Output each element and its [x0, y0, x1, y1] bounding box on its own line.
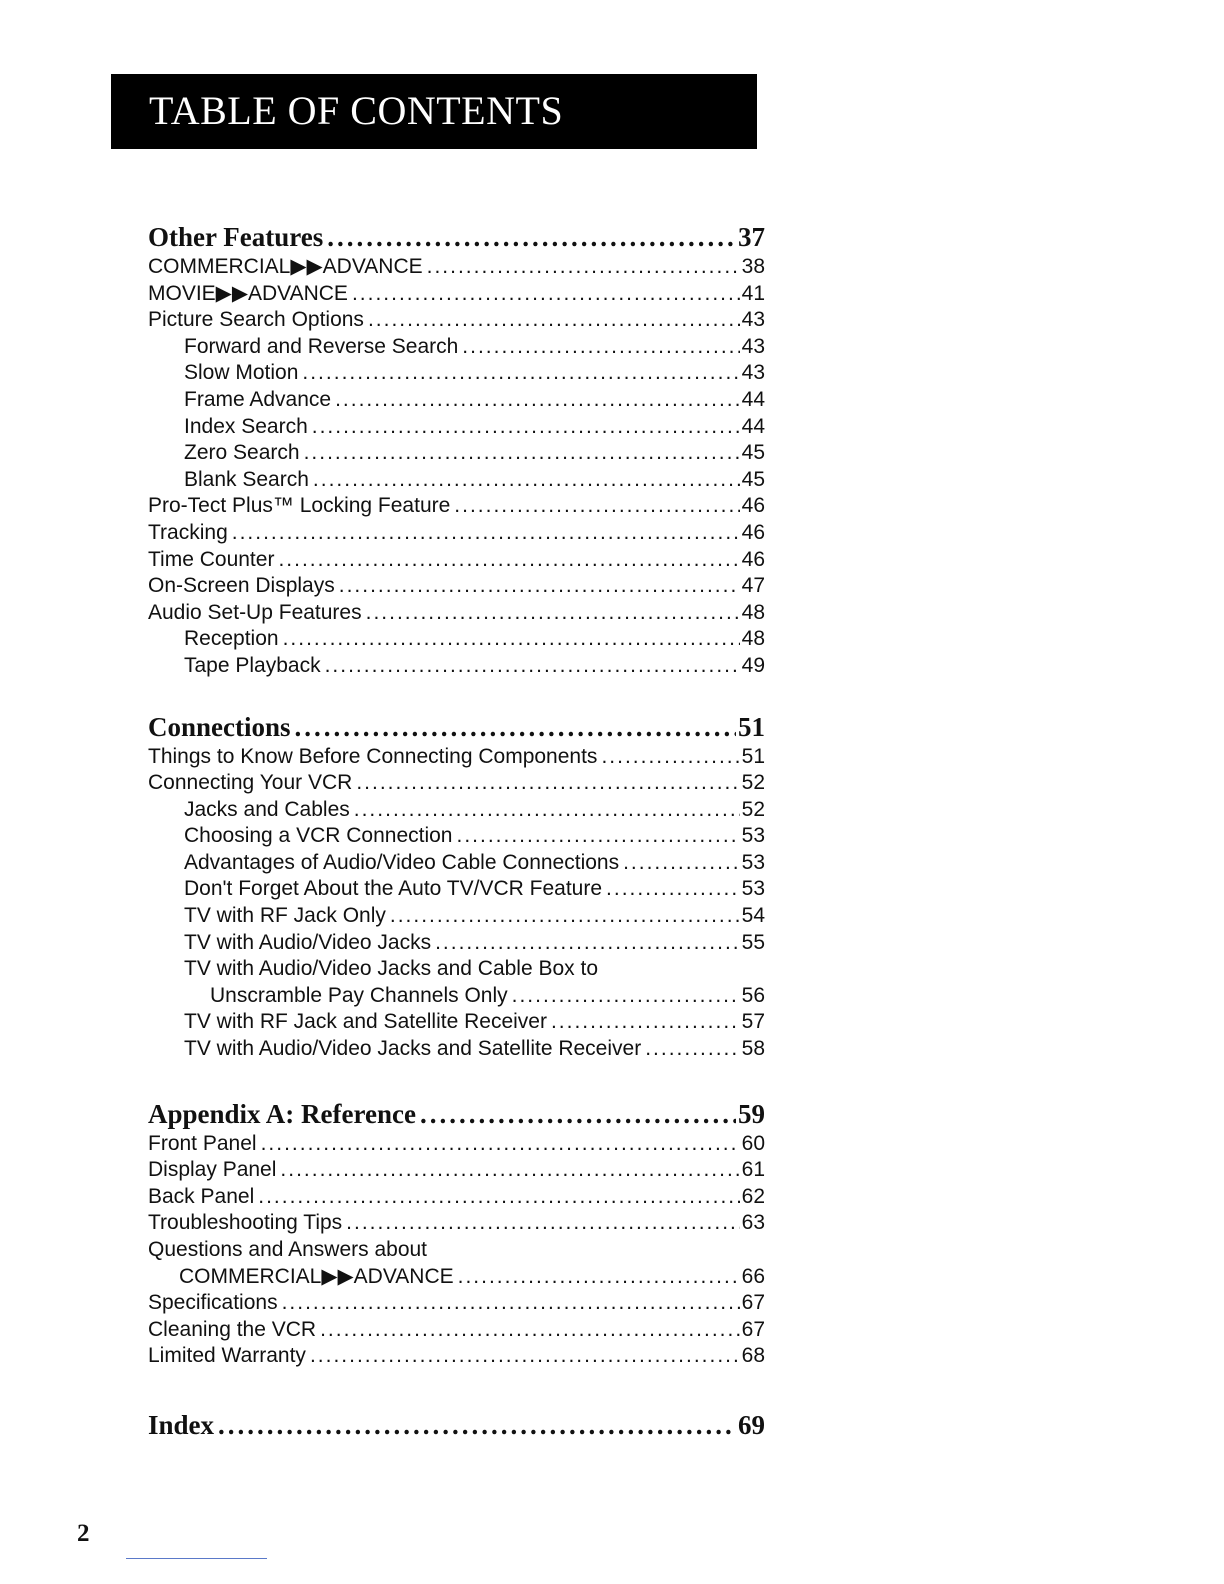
- toc-entry-page: 67: [741, 1291, 765, 1315]
- dot-leader: [454, 493, 739, 520]
- toc-entry-page: 46: [741, 520, 765, 544]
- toc-heading-page: 59: [738, 1098, 765, 1129]
- toc-entry-page: 52: [741, 771, 765, 795]
- toc-entry-page: 53: [741, 850, 765, 874]
- toc-entry-page: 57: [741, 1010, 765, 1034]
- toc-heading[interactable]: [148, 710, 765, 744]
- dot-leader: [551, 1009, 740, 1036]
- toc-entry-page: 46: [741, 547, 765, 571]
- toc-heading[interactable]: [148, 220, 765, 254]
- toc-entry-label: Time Counter: [148, 547, 275, 571]
- toc-subentry[interactable]: [148, 1036, 765, 1063]
- toc-entry-label: Slow Motion: [184, 361, 299, 385]
- toc-entry-page: 43: [741, 361, 765, 385]
- toc-entry-page: 44: [741, 414, 765, 438]
- toc-subentry[interactable]: [148, 930, 765, 957]
- toc-entry-page: 49: [741, 653, 765, 677]
- dot-leader: [312, 414, 740, 441]
- toc-entry-label: Display Panel: [148, 1158, 277, 1182]
- dot-leader: [325, 653, 740, 680]
- toc-entry-page: 68: [741, 1344, 765, 1368]
- toc-entry-label: TV with Audio/Video Jacks and Satellite Receiver: [184, 1037, 642, 1061]
- toc-entry-label: TV with Audio/Video Jacks and Cable Box to: [184, 957, 599, 981]
- toc-entry-page: 53: [741, 877, 765, 901]
- toc-entry-label: Pro-Tect Plus™ Locking Feature: [148, 494, 451, 518]
- dot-leader: [304, 440, 740, 467]
- toc-entry-page: 43: [741, 334, 765, 358]
- toc-section-index: [148, 1408, 765, 1442]
- toc-entry-page: 62: [741, 1184, 765, 1208]
- dot-leader: [295, 710, 736, 744]
- toc-entry-label: COMMERCIAL▶▶ADVANCE: [179, 1264, 454, 1288]
- toc-subentry[interactable]: [148, 360, 765, 387]
- toc-entry-page: 51: [741, 744, 765, 768]
- toc-heading[interactable]: [148, 1408, 765, 1442]
- dot-leader: [462, 334, 739, 361]
- toc-subentry[interactable]: [148, 626, 765, 653]
- toc-entry-label: Back Panel: [148, 1184, 255, 1208]
- toc-entry-page: 46: [741, 494, 765, 518]
- toc-entry-page: 66: [741, 1264, 765, 1288]
- toc-entry-page: 47: [741, 574, 765, 598]
- toc-entry-label: Limited Warranty: [148, 1344, 306, 1368]
- toc-entry-label: On-Screen Displays: [148, 574, 335, 598]
- toc-entry-page: 63: [741, 1211, 765, 1235]
- toc-heading-label: Index: [148, 1409, 215, 1440]
- toc-entry[interactable]: [148, 573, 765, 600]
- dot-leader: [280, 1157, 739, 1184]
- toc-entry[interactable]: [148, 744, 765, 771]
- dot-leader: [278, 547, 739, 574]
- dot-leader: [457, 823, 740, 850]
- toc-entry-page: 48: [741, 627, 765, 651]
- toc-entry[interactable]: [148, 1290, 765, 1317]
- toc-entry-page: 67: [741, 1317, 765, 1341]
- toc-subentry[interactable]: [148, 653, 765, 680]
- table-of-contents: [148, 220, 765, 1472]
- toc-entry-label: TV with RF Jack Only: [184, 904, 386, 928]
- toc-section-other-features: [148, 220, 765, 680]
- toc-subentry[interactable]: [148, 387, 765, 414]
- toc-entry-label: Specifications: [148, 1291, 278, 1315]
- toc-heading[interactable]: [148, 1097, 765, 1131]
- toc-entry-page: 45: [741, 467, 765, 491]
- toc-entry-label: Advantages of Audio/Video Cable Connections: [184, 850, 620, 874]
- dot-leader: [623, 850, 740, 877]
- toc-entry-page: 44: [741, 387, 765, 411]
- dot-leader: [302, 360, 739, 387]
- toc-entry-page: 58: [741, 1037, 765, 1061]
- toc-entry-label: Things to Know Before Connecting Components: [148, 744, 598, 768]
- toc-subentry[interactable]: [148, 467, 765, 494]
- toc-entry-label: Frame Advance: [184, 387, 332, 411]
- toc-section-appendix-a: [148, 1097, 765, 1370]
- toc-entry[interactable]: [148, 600, 765, 627]
- toc-entry-page: 45: [741, 441, 765, 465]
- toc-entry-label: Tape Playback: [184, 653, 321, 677]
- toc-entry[interactable]: [148, 547, 765, 574]
- toc-entry-label: Unscramble Pay Channels Only: [210, 983, 508, 1007]
- dot-leader: [310, 1343, 740, 1370]
- dot-leader: [335, 387, 740, 414]
- dot-leader: [218, 1408, 736, 1442]
- toc-entry-label: Questions and Answers about: [148, 1238, 428, 1261]
- toc-heading-page: 37: [738, 222, 765, 252]
- dot-leader: [282, 1290, 740, 1317]
- toc-entry-page: 60: [741, 1131, 765, 1155]
- toc-subentry-continuation[interactable]: [148, 983, 765, 1010]
- dot-leader: [327, 220, 736, 254]
- dot-leader: [606, 876, 740, 903]
- dot-leader: [512, 983, 740, 1010]
- toc-entry-label: Index Search: [184, 414, 308, 438]
- toc-entry[interactable]: [148, 254, 765, 281]
- dot-leader: [346, 1210, 739, 1237]
- dot-leader: [258, 1184, 739, 1211]
- toc-entry[interactable]: [148, 1317, 765, 1344]
- dot-leader: [352, 281, 740, 308]
- dot-leader: [320, 1317, 740, 1344]
- dot-leader: [427, 254, 740, 281]
- toc-entry[interactable]: [148, 520, 765, 547]
- dot-leader: [232, 520, 740, 547]
- toc-entry-page: 55: [741, 930, 765, 954]
- toc-entry-label: Zero Search: [184, 441, 300, 465]
- toc-entry-label: Cleaning the VCR: [148, 1317, 317, 1341]
- dot-leader: [366, 600, 740, 627]
- dot-leader: [339, 573, 740, 600]
- toc-entry-label: Connecting Your VCR: [148, 771, 353, 795]
- toc-entry-page: 61: [741, 1158, 765, 1182]
- toc-entry[interactable]: [148, 307, 765, 334]
- toc-heading-label: Connections: [148, 711, 291, 742]
- toc-entry-label: Forward and Reverse Search: [184, 334, 459, 358]
- toc-subentry[interactable]: [148, 823, 765, 850]
- toc-heading-label: Other Features: [148, 222, 324, 252]
- toc-subentry[interactable]: [148, 440, 765, 467]
- toc-entry-label: MOVIE▶▶ADVANCE: [148, 281, 348, 305]
- toc-entry-label: Troubleshooting Tips: [148, 1211, 343, 1235]
- dot-leader: [283, 626, 740, 653]
- toc-entry-label: Audio Set-Up Features: [148, 600, 362, 624]
- toc-subentry[interactable]: [148, 334, 765, 361]
- dot-leader: [313, 467, 740, 494]
- page-title: TABLE OF CONTENTS: [149, 88, 564, 133]
- toc-entry-page: 56: [741, 983, 765, 1007]
- dot-leader: [645, 1036, 739, 1063]
- dot-leader: [601, 744, 739, 771]
- toc-entry-label: Front Panel: [148, 1131, 257, 1155]
- toc-entry[interactable]: [148, 281, 765, 308]
- toc-entry-label: COMMERCIAL▶▶ADVANCE: [148, 255, 423, 278]
- toc-entry-label: Don't Forget About the Auto TV/VCR Feature: [184, 877, 603, 901]
- dot-leader: [435, 930, 740, 957]
- toc-entry-first-line[interactable]: [148, 1237, 765, 1264]
- toc-entry[interactable]: [148, 493, 765, 520]
- toc-entry-page: 48: [741, 600, 765, 624]
- toc-subentry[interactable]: [148, 1009, 765, 1036]
- toc-entry-label: TV with RF Jack and Satellite Receiver: [184, 1010, 547, 1034]
- dot-leader: [261, 1131, 740, 1158]
- dot-leader: [458, 1264, 740, 1291]
- toc-entry-label: Picture Search Options: [148, 308, 364, 332]
- toc-entry[interactable]: [148, 1343, 765, 1370]
- toc-entry-page: 52: [741, 797, 765, 821]
- toc-heading-page: 69: [738, 1409, 765, 1440]
- toc-subentry[interactable]: [148, 414, 765, 441]
- dot-leader: [356, 770, 739, 797]
- toc-entry-label: Choosing a VCR Connection: [184, 824, 453, 848]
- dot-leader: [420, 1097, 736, 1131]
- toc-entry-page: 53: [741, 824, 765, 848]
- toc-entry-label: Jacks and Cables: [184, 797, 350, 821]
- toc-entry-label: Tracking: [148, 520, 228, 544]
- toc-subentry[interactable]: [148, 850, 765, 877]
- toc-entry[interactable]: [148, 1157, 765, 1184]
- footer-divider: [126, 1558, 267, 1559]
- toc-section-connections: [148, 710, 765, 1063]
- toc-subentry[interactable]: [148, 903, 765, 930]
- toc-entry[interactable]: [148, 1184, 765, 1211]
- toc-subentry-first-line[interactable]: [148, 956, 765, 983]
- toc-entry-label: Reception: [184, 627, 279, 651]
- toc-entry-page: 54: [741, 904, 765, 928]
- toc-entry[interactable]: [148, 1131, 765, 1158]
- dot-leader: [368, 307, 740, 334]
- toc-banner: [111, 74, 757, 149]
- toc-entry-continuation[interactable]: [148, 1264, 765, 1291]
- toc-entry-label: Blank Search: [184, 467, 309, 491]
- toc-heading-page: 51: [738, 711, 765, 742]
- toc-subentry[interactable]: [148, 876, 765, 903]
- dot-leader: [390, 903, 740, 930]
- toc-entry-label: TV with Audio/Video Jacks: [184, 930, 432, 954]
- page-number: 2: [77, 1520, 90, 1547]
- toc-subentry[interactable]: [148, 797, 765, 824]
- toc-entry[interactable]: [148, 770, 765, 797]
- toc-entry-page: 43: [741, 308, 765, 332]
- toc-entry-page: 38: [741, 255, 765, 278]
- toc-entry[interactable]: [148, 1210, 765, 1237]
- dot-leader: [354, 797, 740, 824]
- toc-entry-page: 41: [741, 281, 765, 305]
- toc-heading-label: Appendix A: Reference: [148, 1098, 416, 1129]
